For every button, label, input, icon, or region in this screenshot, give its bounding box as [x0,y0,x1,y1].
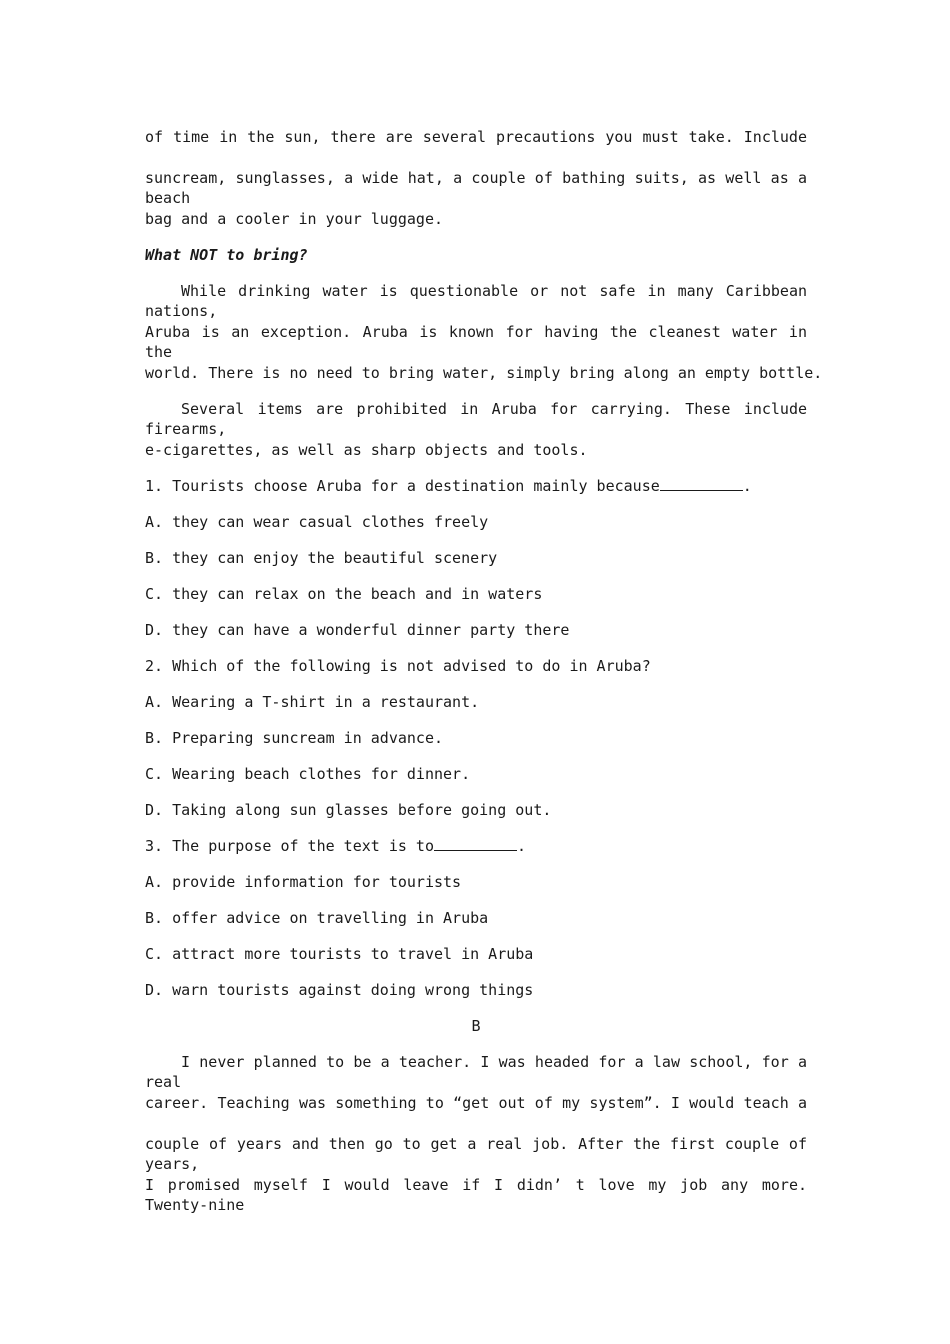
option-item: A. Wearing a T-shirt in a restaurant. [145,693,480,711]
option-item: C. attract more tourists to travel in Aruba [145,945,534,963]
question-end: . [742,477,752,495]
paragraph-line: Several items are prohibited in Aruba for carrying. These include firearms, [145,400,807,438]
answer-blank [660,476,743,491]
option-item: A. they can wear casual clothes freely [145,513,489,531]
option-item: D. they can have a wonderful dinner party there [145,621,570,639]
question-text: 1. Tourists choose Aruba for a destination mainly because [145,477,660,495]
section-heading: What NOT to bring? [145,246,308,264]
option-item: A. provide information for tourists [145,873,462,891]
paragraph-line: bag and a cooler in your luggage. [145,210,444,228]
paragraph-line: I never planned to be a teacher. I was headed for a law school, for a real [145,1053,807,1091]
paragraph-line: I promised myself I would leave if I didn’ t love my job any more. Twenty-nine [145,1176,807,1214]
paragraph-line: career. Teaching was something to “get out of my system”. I would teach a [145,1094,807,1112]
option-item: B. they can enjoy the beautiful scenery [145,549,498,567]
paragraph-line: of time in the sun, there are several precautions you must take. Include [145,128,807,146]
option-item: C. Wearing beach clothes for dinner. [145,765,471,783]
option-item: D. Taking along sun glasses before going out. [145,801,552,819]
paragraph-line: While drinking water is questionable or not safe in many Caribbean nations, [145,282,807,320]
option-item: B. Preparing suncream in advance. [145,729,444,747]
section-label: B [471,1017,481,1035]
question-stem [145,476,752,496]
question-end: . [516,837,527,855]
question-stem: 2. Which of the following is not advised to do in Aruba? [145,657,651,675]
paragraph-line: couple of years and then go to get a real job. After the first couple of years, [145,1135,807,1173]
paragraph-line: world. There is no need to bring water, simply bring along an empty bottle. [145,364,823,382]
paragraph-line: Aruba is an exception. Aruba is known for having the cleanest water in the [145,323,807,361]
option-item: C. they can relax on the beach and in waters [145,585,543,603]
question-stem [145,836,526,856]
option-item: B. offer advice on travelling in Aruba [145,909,489,927]
paragraph-line: suncream, sunglasses, a wide hat, a couple of bathing suits, as well as a beach [145,169,807,207]
question-text: 3. The purpose of the text is to [145,837,434,855]
paragraph-line: e-cigarettes, as well as sharp objects and tools. [145,441,588,459]
option-item: D. warn tourists against doing wrong things [145,981,534,999]
answer-blank [434,836,517,851]
